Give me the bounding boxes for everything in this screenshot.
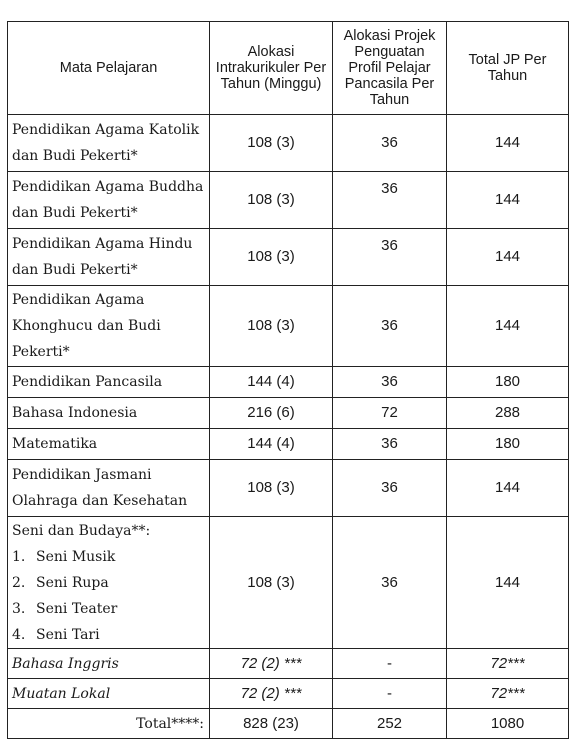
total-cell: 1080 [447, 709, 569, 739]
intra-cell: 108 (3) [210, 229, 333, 286]
projek-cell: 252 [333, 709, 447, 739]
intra-cell: 144 (4) [210, 367, 333, 398]
total-label: Total****: [8, 709, 210, 739]
table-row [8, 679, 569, 709]
subject-cell: Pendidikan Agama Khonghucu dan Budi Pekerti* [8, 286, 210, 367]
projek-cell: 36 [333, 460, 447, 517]
intra-cell: 216 (6) [210, 398, 333, 429]
projek-cell: 36 [333, 172, 447, 229]
list-number: 3. [12, 600, 26, 617]
header-projek: Alokasi Projek Penguatan Profil Pelajar Pancasila Per Tahun [333, 22, 447, 115]
table-row [8, 172, 569, 229]
table-row [8, 649, 569, 679]
projek-cell: 36 [333, 517, 447, 649]
subject-cell: Matematika [8, 429, 210, 460]
projek-cell: 36 [333, 229, 447, 286]
total-cell: 144 [447, 229, 569, 286]
header-subject: Mata Pelajaran [8, 22, 210, 115]
subject-cell: Muatan Lokal [8, 679, 210, 709]
intra-cell: 108 (3) [210, 172, 333, 229]
total-cell: 180 [447, 429, 569, 460]
total-row [8, 709, 569, 739]
subject-cell: Bahasa Inggris [8, 649, 210, 679]
list-item [12, 570, 204, 596]
header-intrakurikuler: Alokasi Intrakurikuler Per Tahun (Minggu) [210, 22, 333, 115]
table-row [8, 115, 569, 172]
total-cell: 144 [447, 286, 569, 367]
subject-cell [8, 517, 210, 649]
table-row [8, 398, 569, 429]
projek-cell: - [333, 679, 447, 709]
projek-cell: 36 [333, 115, 447, 172]
total-cell: 180 [447, 367, 569, 398]
list-item [12, 596, 204, 622]
total-cell: 144 [447, 115, 569, 172]
intra-cell: 828 (23) [210, 709, 333, 739]
projek-cell: - [333, 649, 447, 679]
subject-cell: Pendidikan Agama Buddha dan Budi Pekerti* [8, 172, 210, 229]
table-row [8, 367, 569, 398]
table-row [8, 460, 569, 517]
intra-cell: 144 (4) [210, 429, 333, 460]
subject-cell: Pendidikan Agama Hindu dan Budi Pekerti* [8, 229, 210, 286]
table-row [8, 429, 569, 460]
table-row [8, 229, 569, 286]
table-row [8, 286, 569, 367]
projek-cell: 36 [333, 367, 447, 398]
list-number: 1. [12, 548, 26, 565]
list-label: Seni Tari [36, 626, 100, 643]
seni-list [12, 544, 204, 648]
header-row [8, 22, 569, 115]
subject-cell: Pendidikan Jasmani Olahraga dan Kesehatan [8, 460, 210, 517]
list-label: Seni Rupa [36, 574, 109, 591]
header-total-jp: Total JP Per Tahun [447, 22, 569, 115]
list-label: Seni Teater [36, 600, 118, 617]
list-number: 2. [12, 574, 26, 591]
intra-cell: 108 (3) [210, 460, 333, 517]
intra-cell: 108 (3) [210, 286, 333, 367]
list-label: Seni Musik [36, 548, 116, 565]
intra-cell: 72 (2) *** [210, 679, 333, 709]
projek-cell: 36 [333, 429, 447, 460]
total-cell: 144 [447, 460, 569, 517]
table-row-seni [8, 517, 569, 649]
intra-cell: 108 (3) [210, 517, 333, 649]
list-number: 4. [12, 626, 26, 643]
subject-cell: Bahasa Indonesia [8, 398, 210, 429]
curriculum-table [7, 21, 569, 739]
total-cell: 72*** [447, 679, 569, 709]
total-cell: 144 [447, 172, 569, 229]
intra-cell: 108 (3) [210, 115, 333, 172]
intra-cell: 72 (2) *** [210, 649, 333, 679]
list-item [12, 622, 204, 648]
projek-cell: 36 [333, 286, 447, 367]
projek-cell: 72 [333, 398, 447, 429]
subject-cell: Pendidikan Agama Katolik dan Budi Pekerti* [8, 115, 210, 172]
total-cell: 144 [447, 517, 569, 649]
list-item [12, 544, 204, 570]
total-cell: 72*** [447, 649, 569, 679]
seni-title: Seni dan Budaya**: [12, 522, 151, 539]
subject-cell: Pendidikan Pancasila [8, 367, 210, 398]
total-cell: 288 [447, 398, 569, 429]
